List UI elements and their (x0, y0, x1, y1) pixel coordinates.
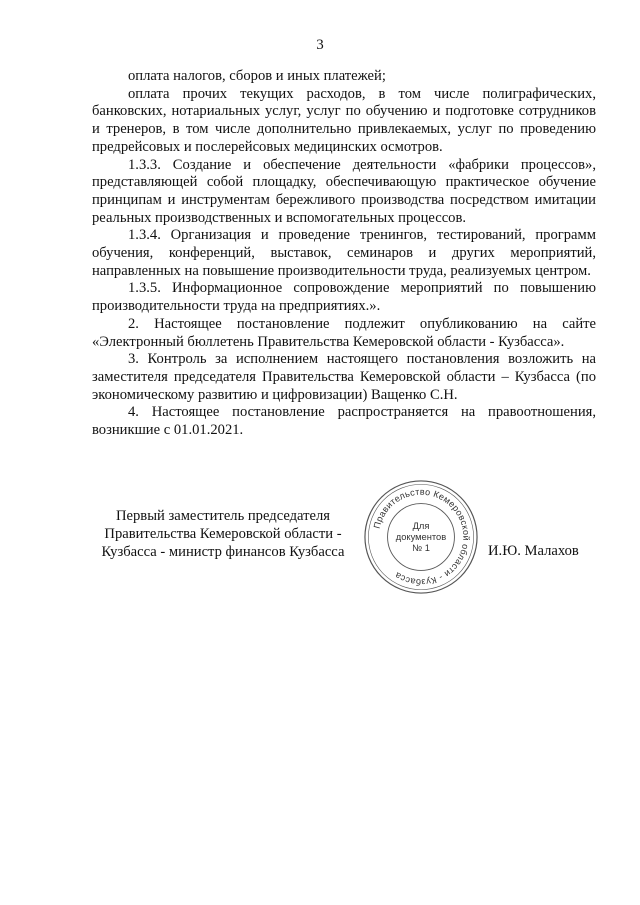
signatory-title-line: Первый заместитель председателя (115, 508, 331, 524)
paragraph-1-3-4: 1.3.4. Организация и проведение тренингов, тестирований, программ обучения, конференций, выставок, семинаров и других мероприятий, направленных на повышение производительности труда, реализуемых центром. (92, 227, 596, 279)
paragraph-3-control: 3. Контроль за исполнением настоящего постановления возложить на заместителя председателя Правительства Кемеровской области – Кузбасса (по экономическому развитию и цифровизации) Ващенко С.Н. (92, 351, 596, 403)
document-body (92, 68, 596, 440)
paragraph-1-3-3: 1.3.3. Создание и обеспечение деятельности «фабрики процессов», представляющей собой площадку, обеспечивающую практическое обучение принципам и инструментам бережливого производства посредством имитации реальных производственных и вспомогательных процессов. (92, 156, 596, 226)
paragraph-2-publication: 2. Настоящее постановление подлежит опубликованию на сайте «Электронный бюллетень Правительства Кемеровской области - Кузбасса». (92, 315, 596, 350)
seal-ring-text: Правительство Кемеровской области - Кузбасса (371, 486, 472, 588)
seal-center-line: Для (412, 521, 430, 532)
official-seal (362, 478, 480, 596)
signatory-title (78, 507, 368, 561)
paragraph-taxes: оплата налогов, сборов и иных платежей; (128, 68, 386, 84)
seal-center-line: документов (395, 531, 447, 542)
signatory-title-line: Правительства Кемеровской области - (104, 526, 342, 542)
page-number: 3 (316, 37, 324, 53)
paragraph-4-effective-date: 4. Настоящее постановление распространяется на правоотношения, возникшие с 01.01.2021. (92, 404, 596, 439)
signatory-name: И.Ю. Малахов (488, 543, 579, 559)
seal-center-line: № 1 (412, 542, 430, 553)
paragraph-1-3-5: 1.3.5. Информационное сопровождение мероприятий по повышению производительности труда на предприятиях.». (92, 280, 596, 315)
paragraph-other-expenses: оплата прочих текущих расходов, в том числе полиграфических, банковских, нотариальных услуг, услуг по обучению и подготовке сотрудников и тренеров, в том числе дополнительно привлекаемых, услуг по проведению предрейсовых и послерейсовых медицинских осмотров. (92, 85, 596, 155)
signatory-title-line: Кузбасса - министр финансов Кузбасса (101, 544, 345, 560)
